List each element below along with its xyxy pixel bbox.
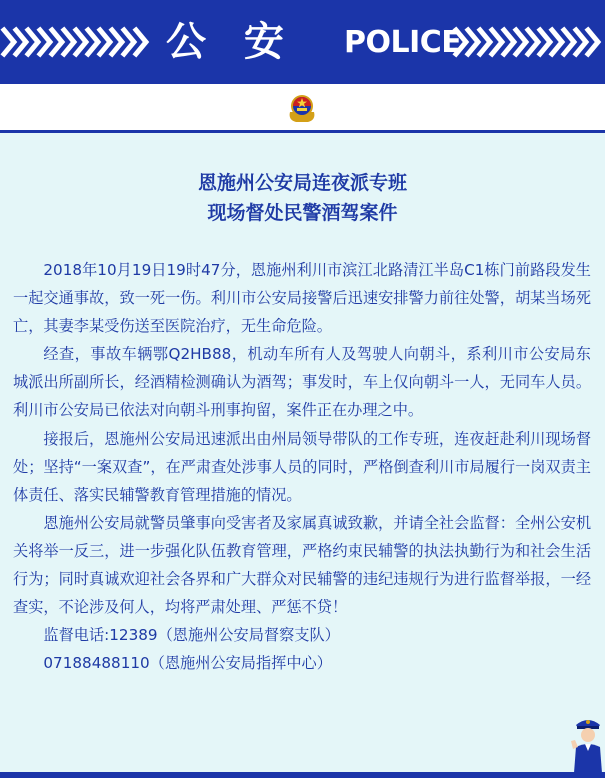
- paragraph: 2018年10月19日19时47分，恩施州利川市滨江北路清江半岛C1栋门前路段发生一起交通事故，致一死一伤。利川市公安局接警后迅速安排警力前往处警，胡某当场死亡，其妻李某受伤送至医院治疗，无生命危险。: [13, 261, 591, 336]
- paragraph: 经查，事故车辆鄂Q2HB88，机动车所有人及驾驶人向朝斗，系利川市公安局东城派出所副所长，经酒精检测确认为酒驾；事发时，车上仅向朝斗一人，无同车人员。利川市公安局已依法对向朝斗刑事拘留，案件正在办理之中。: [13, 345, 591, 420]
- paragraph: 接报后，恩施州公安局迅速派出由州局领导带队的工作专班，连夜赶赴利川现场督处；坚持“一案双查”，在严肃查处涉事人员的同时，严格倒查利川市局履行一岗双责主体责任、落实民辅警教育管理措施的情况。: [13, 429, 591, 504]
- police-emblem-icon: [286, 92, 318, 124]
- chevron-stripe-right-icon: [452, 26, 605, 58]
- police-officer-icon: [571, 713, 605, 773]
- paragraph: 恩施州公安局就警员肇事向受害者及家属真诚致歉，并请全社会监督：全州公安机关将举一反三，进一步强化队伍教育管理，严格约束民辅警的执法执勤行为和社会生活行为；同时真诚欢迎社会各界和广大群众对民辅警的违纪违规行为进行监督举报，一经查实，不论涉及何人，均将严肃处理、严惩不贷！: [13, 513, 591, 617]
- chevron-stripe-left-icon: [0, 26, 160, 58]
- article-title-line2: 现场督处民警酒驾案件: [207, 202, 398, 224]
- banner-title-cn: 公 安: [166, 19, 296, 65]
- contact-line-supervision: 监督电话:12389（恩施州公安局督察支队）: [43, 626, 340, 645]
- article-title-line1: 恩施州公安局连夜派专班: [197, 172, 407, 194]
- footer-bar: [0, 772, 605, 778]
- contact-line-command: 07188488110（恩施州公安局指挥中心）: [43, 654, 332, 673]
- article-body: [13, 256, 591, 677]
- header-banner: [0, 0, 605, 84]
- banner-title-en: POLICE: [344, 25, 462, 60]
